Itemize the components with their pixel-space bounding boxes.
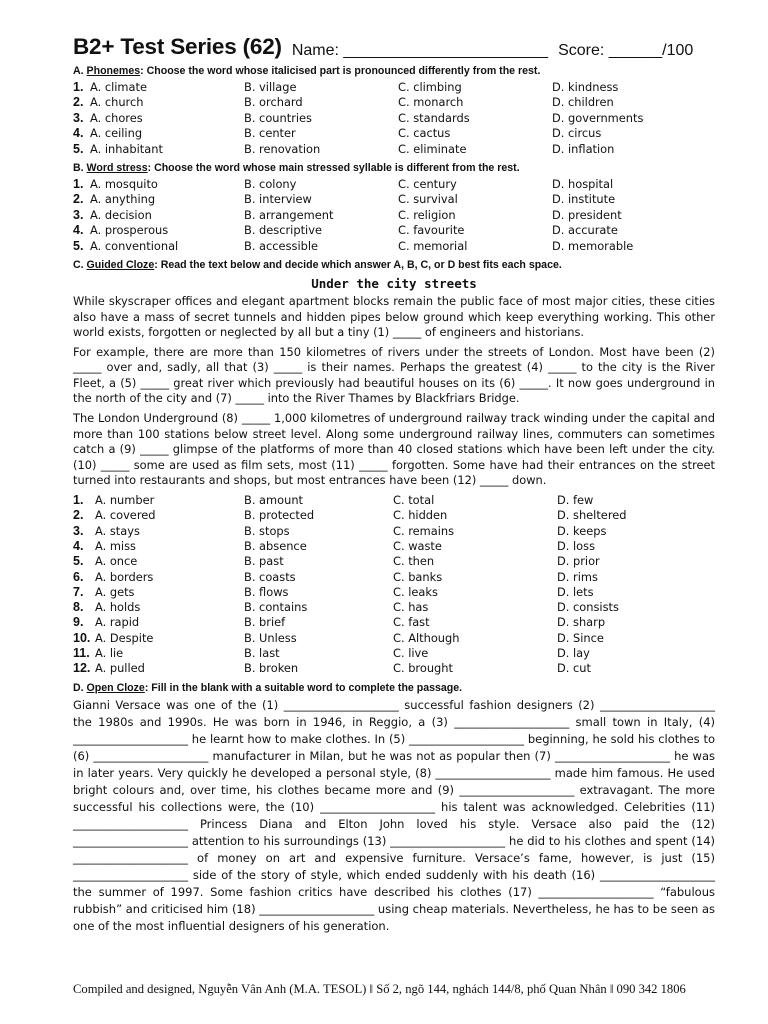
answer-option: C. favourite xyxy=(398,223,465,238)
answer-option: A. gets xyxy=(95,584,135,599)
answer-option: D. lets xyxy=(557,584,594,599)
question-row xyxy=(73,192,715,207)
open-cloze-passage: Gianni Versace was one of the (1) ____________________ successful fashion designers (2) ____________________ the 1980s and 1990s. He was born in 1946, in Reggio, a (3) ____________________ small town in Italy, (4) ____________________ he learnt how to make clothes. In (5) ____________________ beginning, he sold his clothes to (6) ____________________ manufacturer in Milan, but he was not as popular then (7) ____________________ he was in later years. Very quickly he developed a personal style, (8) ____________________ made him famous. He used bright colours and, over time, his clothes became more and (9) ____________________ extravagant. The more successful his collections were, the (10) ____________________ his talent was acknowledged. Celebrities (11) ____________________ Princess Diana and Elton John loved his style. Versace also paid the (12) ____________________ attention to his surroundings (13) ____________________ he did to his clothes and spent (14) ____________________ of money on art and expensive furniture. Versace’s fame, however, is just (15) ____________________ side of the story of style, which ended suddenly with his death (16) ____________________ the summer of 1997. Some fashion critics have described his clothes (17) ____________________ “fabulous rubbish” and criticised him (18) ____________________ using cheap materials. Nevertheless, he has to be seen as one of the most influential designers of his generation. xyxy=(73,697,715,933)
question-row xyxy=(73,600,715,615)
answer-option: D. inflation xyxy=(552,141,615,156)
name-field: Name: _______________________ xyxy=(291,42,549,59)
answer-option: C. fast xyxy=(393,615,430,630)
question-number: 2. xyxy=(73,192,84,207)
answer-option: A. ceiling xyxy=(90,126,143,141)
answer-option: C. leaks xyxy=(393,584,438,599)
answer-option: A. rapid xyxy=(95,615,140,630)
question-number: 3. xyxy=(73,207,84,222)
answer-option: A. anything xyxy=(90,192,156,207)
answer-option: B. descriptive xyxy=(244,223,322,238)
question-number: 2. xyxy=(73,508,84,523)
answer-option: A. covered xyxy=(95,508,156,523)
answer-option: A. miss xyxy=(95,538,136,553)
footer-credit: Compiled and designed, Nguyễn Vân Anh (M.A. TESOL) ǁ Số 2, ngõ 144, nghách 144/8, phố Quan Nhân ǁ 090 342 1806 xyxy=(73,982,686,996)
question-number: 11. xyxy=(73,646,90,660)
answer-option: B. renovation xyxy=(244,141,321,156)
answer-option: D. children xyxy=(552,95,614,110)
section-c-items xyxy=(73,493,715,677)
section-b-items xyxy=(73,177,715,254)
question-number: 4. xyxy=(73,223,84,238)
question-number: 9. xyxy=(73,615,84,630)
question-row xyxy=(73,493,715,508)
answer-option: A. lie xyxy=(95,646,124,660)
answer-option: C. brought xyxy=(393,661,453,676)
answer-option: B. protected xyxy=(244,508,315,523)
question-row xyxy=(73,95,715,110)
question-number: 3. xyxy=(73,523,84,538)
answer-option: B. broken xyxy=(244,661,299,676)
answer-option: B. amount xyxy=(244,493,304,508)
answer-option: A. inhabitant xyxy=(90,141,163,156)
answer-option: B. coasts xyxy=(244,569,296,584)
answer-option: B. stops xyxy=(244,523,290,538)
answer-option: D. sharp xyxy=(557,615,606,630)
answer-option: A. decision xyxy=(90,207,152,222)
answer-option: A. church xyxy=(90,95,144,110)
answer-option: C. total xyxy=(393,493,435,508)
question-number: 10. xyxy=(73,630,91,645)
question-row xyxy=(73,524,715,539)
question-row xyxy=(73,661,715,676)
answer-option: A. number xyxy=(95,493,155,508)
question-row xyxy=(73,615,715,630)
answer-option: D. Since xyxy=(557,630,604,645)
answer-option: D. loss xyxy=(557,538,596,553)
answer-option: D. memorable xyxy=(552,238,634,253)
answer-option: B. colony xyxy=(244,176,297,191)
question-number: 2. xyxy=(73,95,84,110)
question-row xyxy=(73,539,715,554)
answer-option: A. once xyxy=(95,554,138,569)
worksheet-page xyxy=(73,26,715,935)
passage-paragraph: The London Underground (8) _____ 1,000 kilometres of underground railway track winding under the capital and more than 100 stations below street level. Along some underground railway lines, commuters can sometimes catch a (9) _____ glimpse of the platforms of more than 40 closed stations which have been left under the city. (10) _____ some are used as film sets, most (11) _____ forgotten. Some have had their entrances on the street turned into restaurants and shops, but most entrances have been (12) _____ down. xyxy=(73,411,715,488)
answer-option: C. century xyxy=(398,176,457,191)
question-row xyxy=(73,570,715,585)
section-d-heading: D. Open Cloze: Fill in the blank with a suitable word to complete the passage. xyxy=(73,681,463,694)
answer-option: D. cut xyxy=(557,661,591,676)
answer-option: D. consists xyxy=(557,600,619,615)
answer-option: C. memorial xyxy=(398,238,468,253)
question-row xyxy=(73,631,715,646)
section-b-heading: B. Word stress: Choose the word whose main stressed syllable is different from the rest. xyxy=(73,161,520,174)
question-row xyxy=(73,585,715,600)
answer-option: D. prior xyxy=(557,554,600,569)
question-number: 5. xyxy=(73,141,84,156)
answer-option: B. past xyxy=(244,554,284,569)
passage-paragraph: For example, there are more than 150 kilometres of rivers under the streets of London. Most have been (2) _____ over and, sadly, all that (3) _____ is their names. Perhaps the greatest (4) _____ to the city is the River Fleet, a (5) _____ great river which previously had beautiful houses on its (6) _____. It now goes underground in the north of the city and (7) _____ into the River Thames by Blackfriars Bridge. xyxy=(73,344,715,406)
answer-option: B. absence xyxy=(244,538,307,553)
answer-option: C. religion xyxy=(398,207,456,222)
answer-option: C. then xyxy=(393,554,435,569)
answer-option: D. governments xyxy=(552,110,644,125)
answer-option: C. banks xyxy=(393,569,443,584)
answer-option: A. borders xyxy=(95,569,154,584)
answer-option: D. hospital xyxy=(552,176,614,191)
question-number: 5. xyxy=(73,238,84,253)
question-number: 12. xyxy=(73,661,91,676)
question-row xyxy=(73,111,715,126)
section-c-heading: C. Guided Cloze: Read the text below and decide which answer A, B, C, or D best fits each space. xyxy=(73,258,562,271)
answer-option: D. institute xyxy=(552,192,616,207)
question-number: 3. xyxy=(73,110,84,125)
answer-option: B. brief xyxy=(244,615,286,630)
answer-option: A. prosperous xyxy=(90,223,169,238)
answer-option: C. Although xyxy=(393,630,460,645)
answer-option: C. climbing xyxy=(398,80,462,94)
question-number: 8. xyxy=(73,600,84,615)
answer-option: B. contains xyxy=(244,600,308,615)
answer-option: A. chores xyxy=(90,110,143,125)
answer-option: D. keeps xyxy=(557,523,607,538)
answer-option: A. conventional xyxy=(90,238,179,253)
answer-option: A. holds xyxy=(95,600,141,615)
answer-option: B. last xyxy=(244,646,280,660)
passage-paragraph: While skyscraper offices and elegant apartment blocks remain the public face of most major cities, these cities also have a mass of secret tunnels and hidden pipes below ground which keep everything working. This other world exists, forgotten or neglected by all but a tiny (1) _____ of engineers and historians. xyxy=(73,293,715,340)
answer-option: D. lay xyxy=(557,646,590,660)
answer-option: B. accessible xyxy=(244,238,319,253)
answer-option: D. sheltered xyxy=(557,508,627,523)
question-number: 4. xyxy=(73,126,84,141)
question-number: 4. xyxy=(73,538,84,553)
answer-option: C. cactus xyxy=(398,126,451,141)
question-row xyxy=(73,223,715,238)
question-row xyxy=(73,126,715,141)
answer-option: D. kindness xyxy=(552,80,619,94)
passage-title: Under the city streets xyxy=(311,275,477,291)
answer-option: B. Unless xyxy=(244,630,297,645)
answer-option: A. climate xyxy=(90,80,147,94)
question-number: 1. xyxy=(73,176,84,191)
answer-option: A. mosquito xyxy=(90,176,158,191)
section-a-items xyxy=(73,80,715,157)
answer-option: D. circus xyxy=(552,126,602,141)
question-row xyxy=(73,554,715,569)
score-field: Score: ______/100 xyxy=(558,42,694,59)
answer-option: B. arrangement xyxy=(244,207,334,222)
question-number: 6. xyxy=(73,569,84,584)
answer-option: D. few xyxy=(557,493,594,508)
question-row xyxy=(73,142,715,157)
answer-option: C. live xyxy=(393,646,429,660)
answer-option: C. has xyxy=(393,600,429,615)
answer-option: C. monarch xyxy=(398,95,464,110)
answer-option: D. rims xyxy=(557,569,598,584)
question-row xyxy=(73,646,715,661)
answer-option: C. hidden xyxy=(393,508,448,523)
question-number: 1. xyxy=(73,80,84,94)
question-row xyxy=(73,208,715,223)
answer-option: A. pulled xyxy=(95,661,145,676)
question-row xyxy=(73,239,715,254)
answer-option: D. accurate xyxy=(552,223,618,238)
test-title: B2+ Test Series (62) xyxy=(73,34,282,59)
answer-option: B. flows xyxy=(244,584,289,599)
answer-option: C. standards xyxy=(398,110,470,125)
question-row xyxy=(73,508,715,523)
question-row xyxy=(73,177,715,192)
answer-option: B. village xyxy=(244,80,297,94)
question-row xyxy=(73,80,715,95)
answer-option: B. countries xyxy=(244,110,312,125)
answer-option: A. stays xyxy=(95,523,140,538)
answer-option: B. interview xyxy=(244,192,312,207)
answer-option: C. waste xyxy=(393,538,442,553)
answer-option: C. remains xyxy=(393,523,455,538)
answer-option: B. orchard xyxy=(244,95,303,110)
question-number: 1. xyxy=(73,493,84,508)
answer-option: C. survival xyxy=(398,192,458,207)
answer-option: C. eliminate xyxy=(398,141,467,156)
answer-option: A. Despite xyxy=(95,630,154,645)
page-header xyxy=(73,26,715,60)
question-number: 7. xyxy=(73,584,84,599)
answer-option: B. center xyxy=(244,126,296,141)
answer-option: D. president xyxy=(552,207,622,222)
question-number: 5. xyxy=(73,554,84,569)
section-a-heading: A. Phonemes: Choose the word whose italicised part is pronounced differently from the rest. xyxy=(73,65,541,77)
